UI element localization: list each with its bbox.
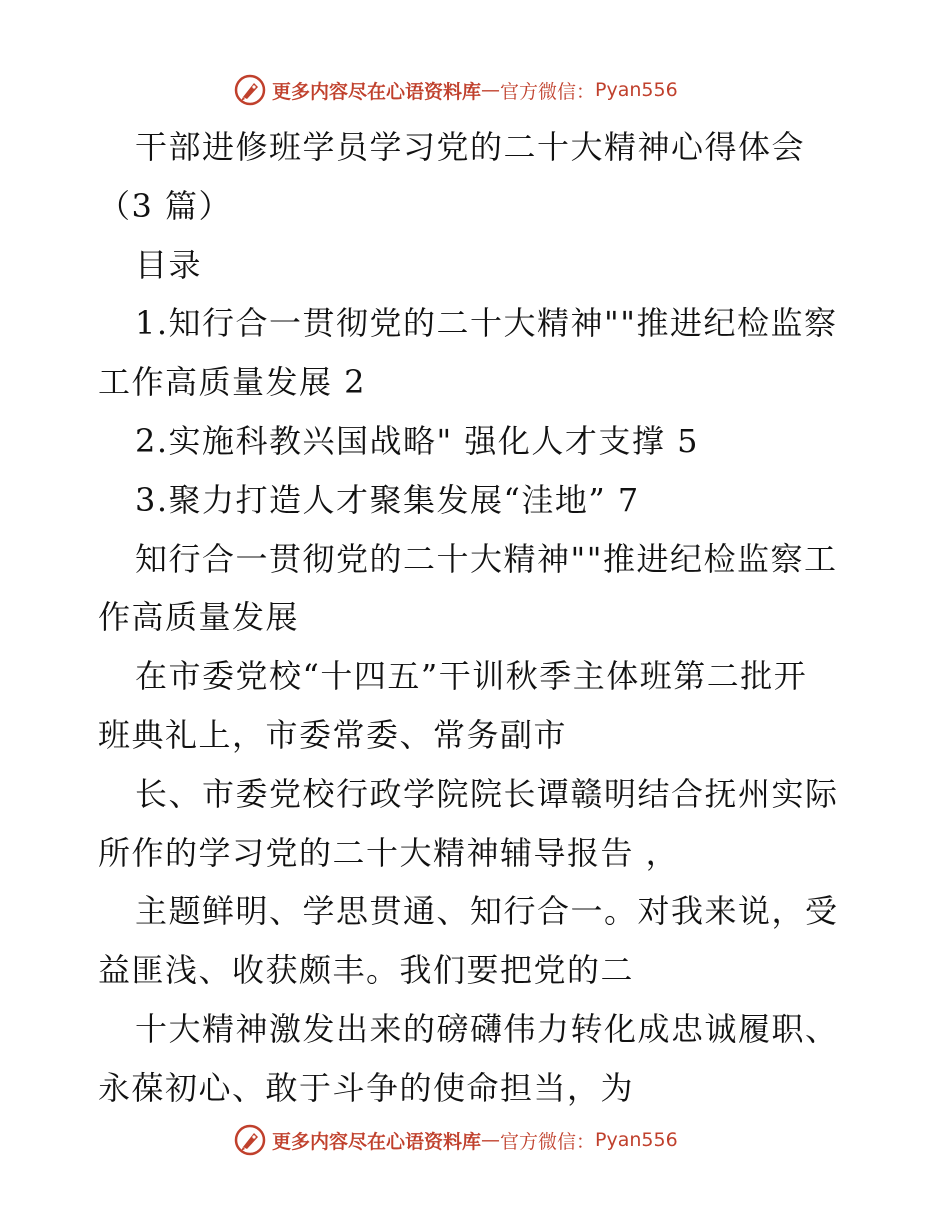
paragraph-line: 在市委党校“十四五”干训秋季主体班第二批开 [135, 657, 808, 696]
watermark-official: 官方微信： [500, 1130, 596, 1153]
watermark-id: Pyan556 [595, 79, 678, 101]
paragraph-line: 长、市委党校行政学院院长谭赣明结合抚州实际 [135, 774, 839, 813]
watermark-brand: 更多内容尽在心语资料库 [272, 1130, 482, 1153]
paragraph-line: 益匪浅、收获颇丰。我们要把党的二 [98, 951, 635, 990]
paragraph-line: 永葆初心、敢于斗争的使命担当，为 [98, 1068, 635, 1107]
watermark-id: Pyan556 [595, 1129, 678, 1151]
toc-item-1: 1.知行合一贯彻党的二十大精神""推进纪检监察 [135, 304, 838, 343]
document-body [98, 118, 858, 1118]
toc-item-1-cont: 工作高质量发展 2 [98, 363, 367, 402]
pen-nib-logo-icon [234, 1124, 266, 1156]
header-watermark [234, 73, 754, 107]
paragraph-line: 主题鲜明、学思贯通、知行合一。对我来说，受 [135, 892, 839, 931]
doc-title: 干部进修班学员学习党的二十大精神心得体会 [135, 128, 806, 166]
section-heading: 知行合一贯彻党的二十大精神""推进纪检监察工 [135, 539, 838, 578]
pen-nib-logo-icon [234, 74, 266, 106]
toc-heading: 目录 [135, 245, 203, 284]
paragraph-line: 所作的学习党的二十大精神辅导报告 ， [98, 833, 680, 872]
paragraph-line: 十大精神激发出来的磅礴伟力转化成忠诚履职、 [135, 1009, 839, 1048]
watermark-brand: 更多内容尽在心语资料库 [272, 80, 482, 103]
toc-item-2: 2.实施科教兴国战略" 强化人才支撑 5 [135, 421, 699, 460]
doc-title-count: （3 篇） [98, 186, 233, 225]
section-heading-cont: 作高质量发展 [98, 598, 300, 637]
watermark-separator: — [481, 1129, 501, 1151]
paragraph-line: 班典礼上，市委常委、常务副市 [98, 715, 568, 754]
watermark-official: 官方微信： [500, 80, 596, 103]
toc-item-3: 3.聚力打造人才聚集发展“洼地” 7 [135, 480, 640, 519]
footer-watermark [234, 1123, 754, 1157]
watermark-separator: — [481, 79, 501, 101]
